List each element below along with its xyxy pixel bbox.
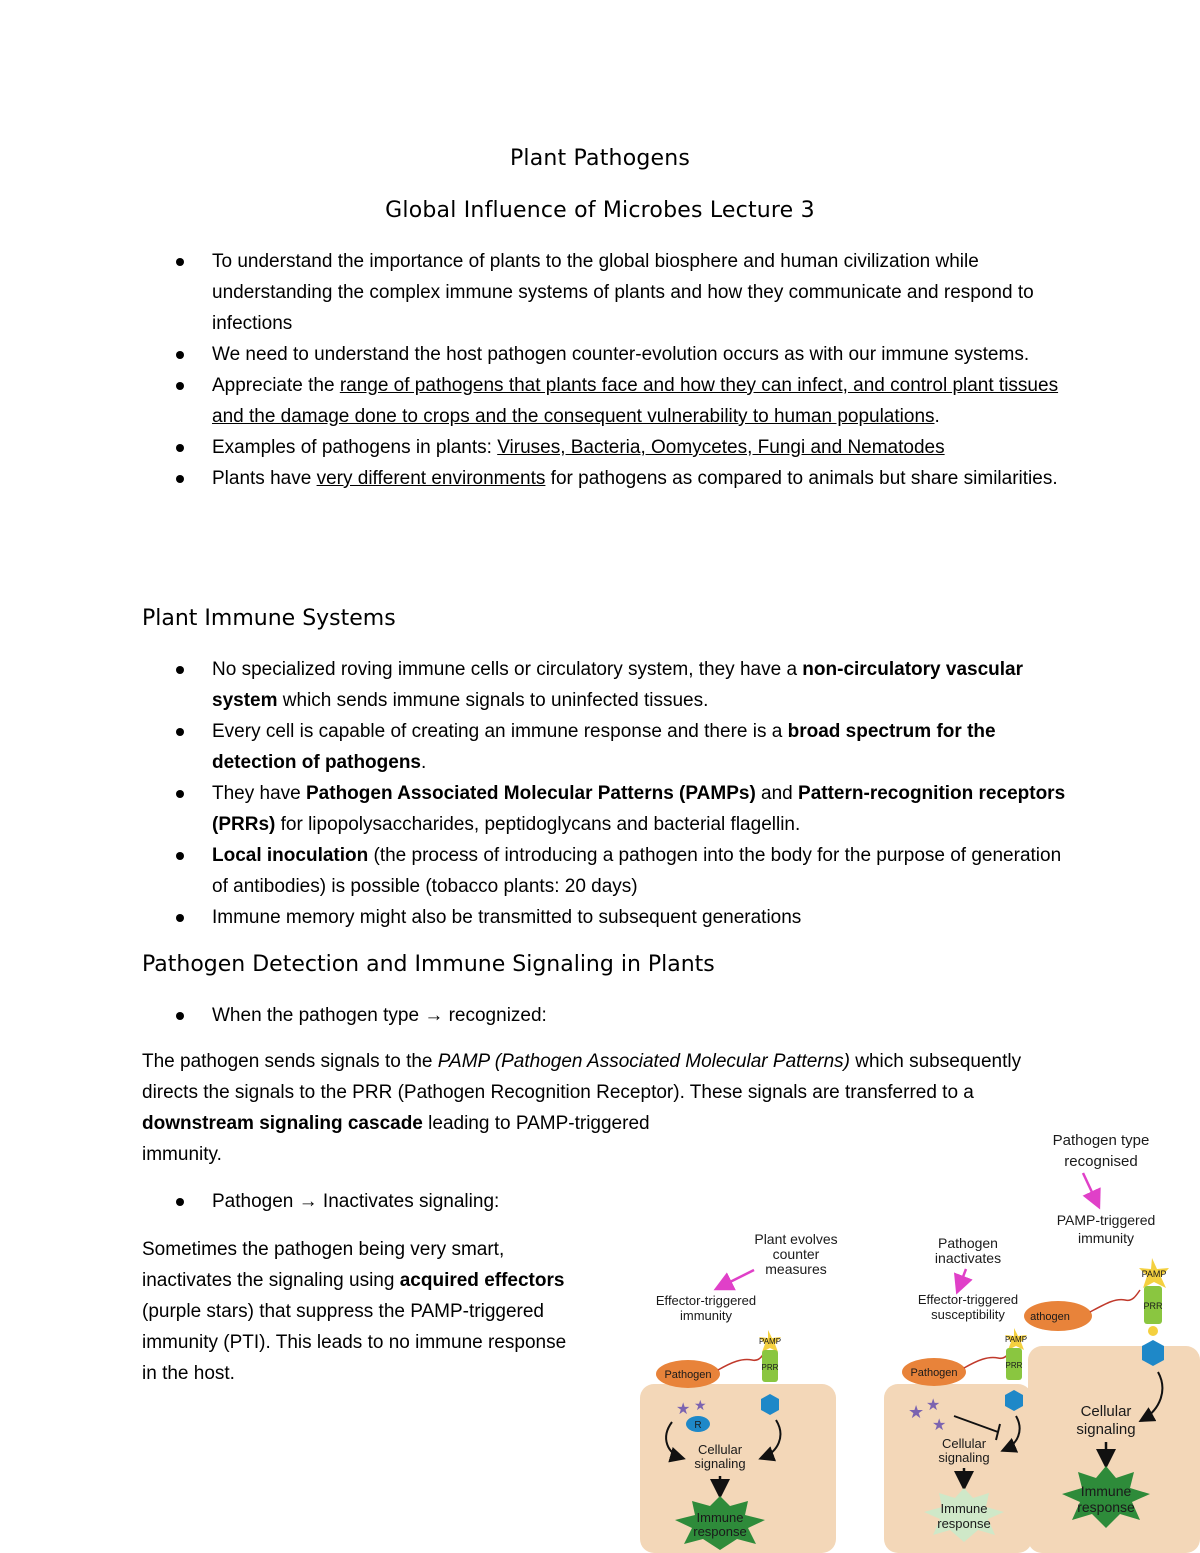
effector-star-icon: ★: [908, 1402, 925, 1423]
detection-paragraph: The pathogen sends signals to the PAMP (Pathogen Associated Molecular Patterns) which subsequently directs the signals to the PRR (Pathogen Recognition Receptor). These signals are transferred to a downstream signaling cascade leading to PAMP-triggered immunity.: [142, 1051, 1022, 1165]
list-item: Examples of pathogens in plants: Viruses, Bacteria, Oomycetes, Fungi and Nematodes: [142, 432, 1082, 463]
label-immune-eti-2: response: [693, 1524, 747, 1539]
page-title: Plant Pathogens: [509, 146, 691, 171]
label-evolves-3: measures: [765, 1261, 827, 1277]
list-item: Plants have very different environments for pathogens as compared to animals but share similarities.: [142, 463, 1082, 494]
list-item: No specialized roving immune cells or circulatory system, they have a non-circulatory vascular system which sends immune signals to uninfected tissues.: [142, 654, 1082, 716]
label-prr-eti: PRR: [761, 1363, 779, 1372]
list-item: To understand the importance of plants to the global biosphere and human civilization while understanding the complex immune systems of plants and how they communicate and respond to infections: [142, 246, 1082, 339]
page-subtitle: Global Influence of Microbes Lecture 3: [385, 198, 815, 223]
label-evolves-1: Plant evolves: [754, 1231, 838, 1247]
arrow-recognised: [1083, 1173, 1098, 1205]
section-heading-detection: Pathogen Detection and Immune Signaling in Plants: [142, 952, 715, 977]
label-cellular-eti-1: Cellular: [697, 1442, 743, 1457]
detection-bullet-1: [142, 1000, 1082, 1031]
cell-pti: [1028, 1346, 1200, 1553]
label-prr-pti: PRR: [1143, 1301, 1163, 1311]
label-pti-1: PAMP-triggered: [1056, 1212, 1156, 1228]
list-item: Appreciate the range of pathogens that plants face and how they can infect, and control plant tissues and the damage done to crops and the consequent vulnerability to human populations.: [142, 370, 1082, 432]
node-pti-1: [1148, 1326, 1158, 1336]
label-pathogen-eti: Pathogen: [664, 1369, 712, 1381]
label-prr-ets: PRR: [1005, 1361, 1023, 1370]
list-item: When the pathogen type → recognized:: [142, 1000, 1082, 1031]
label-cellular-ets-1: Cellular: [941, 1436, 987, 1451]
list-item: Immune memory might also be transmitted to subsequent generations: [142, 902, 1082, 933]
label-cellular-ets-2: signaling: [938, 1450, 990, 1465]
label-cellular-pti-1: Cellular: [1080, 1403, 1132, 1420]
label-pti-2: immunity: [1077, 1230, 1135, 1246]
intro-bullet-list: [142, 246, 1082, 494]
label-immune-eti-1: Immune: [696, 1510, 744, 1525]
label-pamp-eti: PAMP: [758, 1337, 782, 1346]
effector-star-icon: ★: [694, 1398, 707, 1414]
label-r-protein: R: [694, 1420, 702, 1431]
list-item: Local inoculation (the process of introducing a pathogen into the body for the purpose of generation of antibodies) is possible (tobacco plants: 20 days): [142, 840, 1082, 902]
list-item: Every cell is capable of creating an immune response and there is a broad spectrum for the detection of pathogens.: [142, 716, 1082, 778]
pamp-signal-pti: [1090, 1290, 1140, 1312]
label-cellular-eti-2: signaling: [694, 1456, 746, 1471]
label-immune-ets-1: Immune: [940, 1501, 988, 1516]
label-pamp-ets: PAMP: [1004, 1335, 1028, 1344]
list-item: Pathogen → Inactivates signaling:: [142, 1186, 1082, 1217]
label-eti-2: immunity: [679, 1308, 733, 1323]
immune-bullet-list: [142, 654, 1082, 933]
label-evolves-2: counter: [772, 1246, 820, 1262]
label-immune-pti-1: Immune: [1080, 1483, 1132, 1499]
inactivation-paragraph: Sometimes the pathogen being very smart, inactivates the signaling using acquired effectors (purple stars) that suppress the PAMP-triggered immunity (PTI). This leads to no immune response in the host.: [142, 1239, 567, 1384]
label-pathogen-ets: Pathogen: [910, 1367, 958, 1379]
effector-star-icon: ★: [926, 1395, 941, 1414]
arrow-evolves: [718, 1270, 754, 1288]
label-pamp-pti: PAMP: [1141, 1269, 1167, 1279]
effector-star-icon: ★: [932, 1415, 947, 1434]
effector-star-icon: ★: [676, 1399, 691, 1418]
label-inactivates-2: inactivates: [934, 1250, 1002, 1266]
label-inactivates-1: Pathogen: [938, 1235, 998, 1251]
pamp-signal-eti: [718, 1348, 766, 1370]
label-eti-1: Effector-triggered: [655, 1293, 757, 1308]
label-recognised-1: Pathogen type: [1052, 1132, 1150, 1149]
label-pathogen-pti: athogen: [1030, 1311, 1070, 1323]
list-item: They have Pathogen Associated Molecular Patterns (PAMPs) and Pattern-recognition receptors (PRRs) for lipopolysaccharides, peptidoglycans and bacterial flagellin.: [142, 778, 1082, 840]
label-ets-1: Effector-triggered: [917, 1292, 1019, 1307]
arrow-inactivates: [958, 1269, 966, 1290]
label-recognised-2: recognised: [1064, 1153, 1138, 1170]
label-immune-pti-2: response: [1077, 1499, 1135, 1515]
list-item: We need to understand the host pathogen counter-evolution occurs as with our immune systems.: [142, 339, 1082, 370]
section-heading-immune: Plant Immune Systems: [142, 606, 396, 631]
label-cellular-pti-2: signaling: [1076, 1421, 1136, 1438]
label-immune-ets-2: response: [937, 1516, 991, 1531]
immune-signaling-figure: [620, 1128, 1200, 1553]
label-ets-2: susceptibility: [931, 1307, 1005, 1322]
